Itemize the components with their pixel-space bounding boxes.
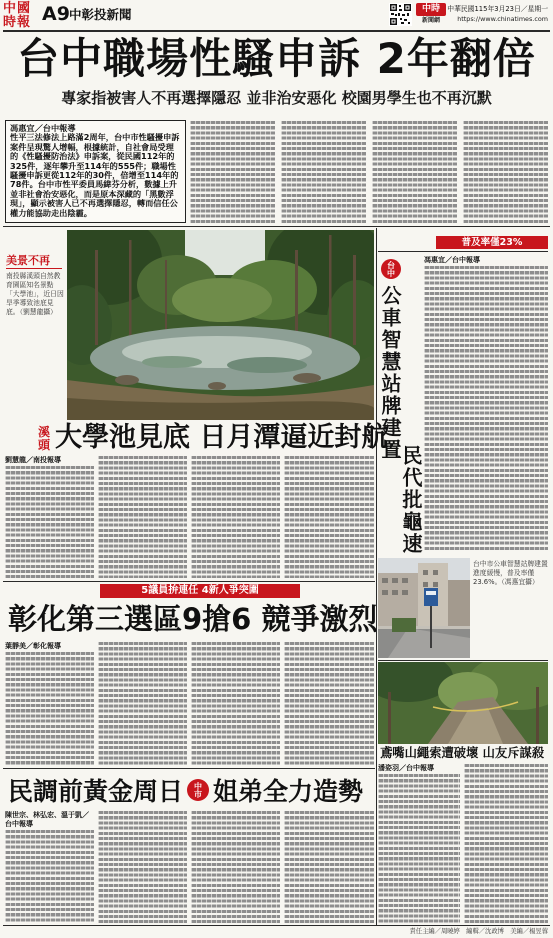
section-divider — [3, 581, 375, 582]
pond-photo-caption: 南投縣溪頭自然教育園區知名景點「大學池」，近日因旱季導致池底見底。（劉慧龍攝） — [6, 272, 64, 316]
body-text-lines — [5, 830, 94, 923]
mountain-byline: 潘姿羽／台中報導 — [378, 764, 434, 772]
bus-tag: 普及率僅23% — [436, 236, 548, 249]
qr-code-icon — [389, 3, 412, 26]
lead-paragraph-box — [5, 120, 186, 223]
body-text-lines — [191, 811, 280, 923]
election-byline: 葉靜美／彰化報導 — [5, 642, 61, 650]
body-text-lines — [284, 456, 374, 578]
body-text-lines — [5, 466, 94, 578]
mountain-trail-photo — [378, 662, 548, 744]
poll-city-badge — [187, 779, 209, 801]
body-text-column — [284, 811, 374, 923]
body-text-lines — [372, 121, 457, 224]
body-text-column — [191, 642, 280, 765]
header-rule — [3, 30, 550, 32]
body-text-column — [98, 456, 187, 578]
body-text-column — [378, 764, 460, 924]
body-text-lines — [191, 642, 280, 765]
body-text-column — [463, 121, 548, 224]
body-text-column — [5, 642, 94, 765]
poll-headline-part-1: 民調前黃金周日 — [8, 777, 184, 806]
bus-stop-photo — [378, 558, 470, 658]
body-text-lines — [98, 811, 187, 923]
bus-city-badge — [381, 259, 401, 279]
pond-photo — [67, 230, 374, 420]
poll-byline: 陳世宗、林弘宏、溫于凱／台中報導 — [5, 811, 89, 828]
main-subheadline: 專家指被害人不再選擇隱忍 並非治安惡化 校園男學生也不再沉默 — [61, 89, 492, 107]
body-text-lines — [5, 652, 94, 765]
body-text-column — [191, 456, 280, 578]
body-text-lines — [190, 121, 275, 224]
body-text-lines — [464, 764, 548, 924]
election-headline: 彰化第三選區9搶6 競爭激烈 — [8, 602, 378, 636]
pond-byline: 劉慧龍／南投報導 — [5, 456, 61, 464]
section-divider — [378, 251, 548, 252]
issue-date: 中華民國115年3月23日／星期一 — [447, 5, 548, 13]
body-text-column — [372, 121, 457, 224]
body-text-column — [281, 121, 366, 224]
body-text-lines — [281, 121, 366, 224]
bus-headline-part-1: 公車智慧站牌建置 — [378, 285, 402, 461]
bus-byline: 馮惠宜／台中報導 — [424, 256, 480, 264]
bus-headline-part-2: 民代批龜速 — [399, 445, 423, 555]
body-text-column — [464, 764, 548, 924]
site-url: https://www.chinatimes.com — [457, 15, 548, 23]
body-text-lines — [424, 266, 548, 552]
mountain-headline: 鳶嘴山繩索遭破壞 山友斥謀殺 — [380, 746, 545, 760]
section-divider — [3, 768, 375, 769]
section-title: 中彰投新聞 — [69, 7, 132, 22]
logo-line-2: 時報 — [3, 14, 32, 30]
site-logo-main: 中時 — [416, 3, 446, 16]
bus-photo-caption: 台中市公車智慧站牌建置進度緩慢，普及率僅23.6%。（馮惠宜攝） — [473, 560, 548, 586]
body-text-column — [5, 811, 94, 923]
footer-rule — [3, 925, 550, 926]
body-text-column — [5, 456, 94, 578]
page-number: A9 — [42, 3, 70, 25]
pond-headline: 大學池見底 日月潭逼近封航 — [55, 422, 389, 453]
site-logo — [416, 3, 446, 28]
body-text-column — [284, 456, 374, 578]
logo-line-1: 中國 — [3, 1, 32, 16]
site-logo-sub: 新聞網 — [421, 17, 440, 24]
body-text-column — [424, 256, 548, 552]
body-text-lines — [284, 642, 374, 765]
lead-paragraph: 性平三法修法上路滿2周年，台中市性騷擾申訴案件呈現驚人增幅，根據統計，自社會局受理的《性騷擾防治法》申訴案，從民國112年的325件，逐年攀升至114年的555件；職場性騷擾申訴更從112年的30件，倍增至114年的78件。台中市性平委員馬緯芬分析，數據上升並非社會治安惡化，而是原本深藏的「黑數浮現」，顯示被害人已不再選擇隱忍，轉而信任公權力能協助走出陰霾。 — [10, 132, 180, 218]
body-text-lines — [378, 774, 460, 924]
page-credits: 責任主編／周曉婷 編輯／沈政博 美編／楊昱蓉 — [409, 928, 548, 935]
poll-headline — [8, 771, 363, 809]
body-text-column — [284, 642, 374, 765]
body-text-column — [98, 642, 187, 765]
section-divider — [3, 226, 550, 227]
bus-city-badge-text: 台中 — [386, 261, 396, 277]
body-text-lines — [98, 456, 187, 578]
poll-city-badge-text: 中市 — [193, 782, 203, 798]
lead-byline: 馮惠宜／台中報導 — [10, 123, 76, 133]
body-text-lines — [98, 642, 187, 765]
section-divider — [378, 660, 548, 661]
photo-label: 美景不再 — [6, 254, 62, 269]
poll-headline-part-2: 姐弟全力造勢 — [213, 777, 364, 806]
newspaper-logo — [3, 2, 39, 30]
election-tag: 5議員拚連任 4新人爭突圍 — [100, 584, 300, 598]
main-headline: 台中職場性騷申訴 2年翻倍 — [17, 34, 536, 83]
body-text-lines — [284, 811, 374, 923]
body-text-lines — [191, 456, 280, 578]
body-text-lines — [463, 121, 548, 224]
body-text-column — [191, 811, 280, 923]
pond-kicker: 溪頭 — [38, 425, 51, 452]
body-text-column — [190, 121, 275, 224]
column-divider — [376, 228, 377, 925]
body-text-column — [98, 811, 187, 923]
